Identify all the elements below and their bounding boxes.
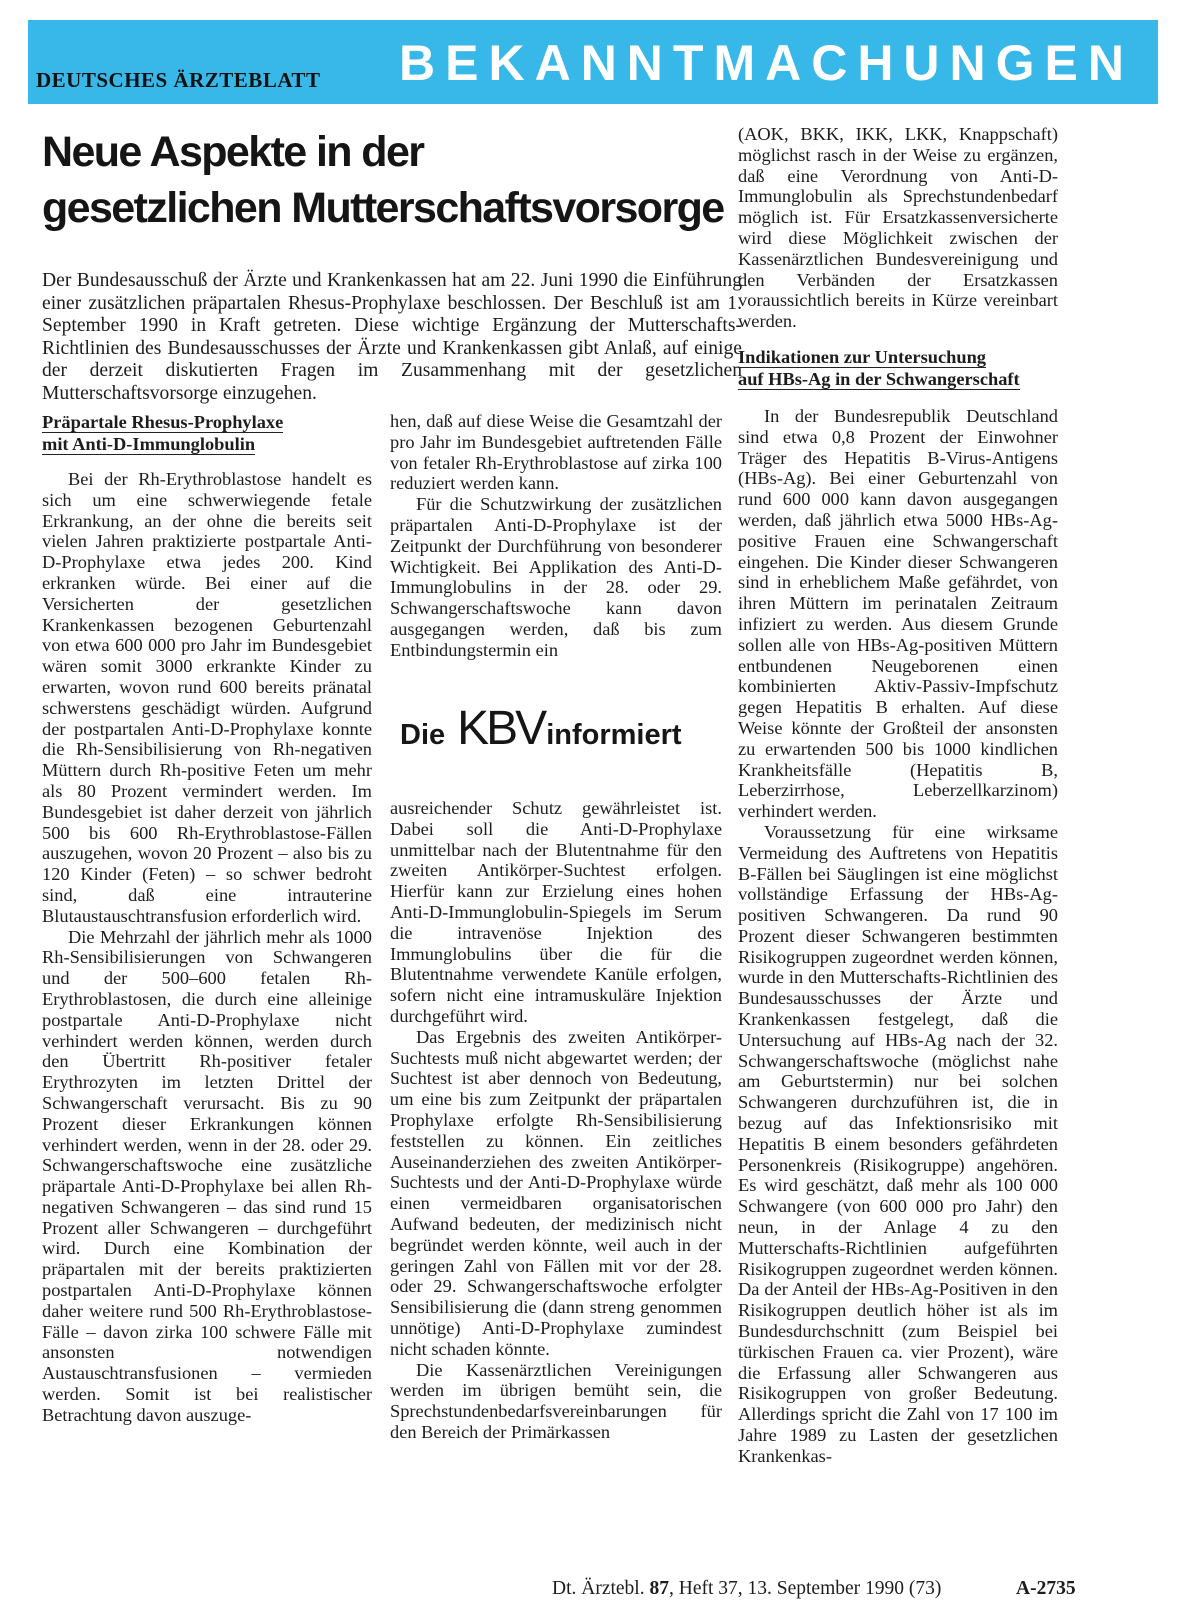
column-2-bottom: [390, 798, 722, 1443]
subhead-hbsag-line1: Indikationen zur Untersuchung: [738, 346, 986, 367]
paragraph: Die Kassenärztlichen Vereinigungen werden im übrigen bemüht sein, die Sprechstundenbedarfsvereinbarungen für den Bereich der Primärkassen: [390, 1359, 722, 1442]
paragraph: In der Bundesrepublik Deutschland sind etwa 0,8 Prozent der Einwohner Träger des Hepatitis B-Virus-Antigens (HBs-Ag). Bei einer Geburtenzahl von rund 600 000 kann davon ausgegangen werden, daß jährlich etwa 5000 HBs-Ag-positive Frauen eine Schwangerschaft eingehen. Die Kinder dieser Schwangeren sind in erheblichem Maße gefährdet, von ihren Müttern im perinatalen Zeitraum infiziert zu werden. Aus diesem Grunde sollen alle von HBs-Ag-positiven Müttern entbundenen Neugeborenen einen kombinierten Aktiv-Passiv-Impfschutz gegen Hepatitis B erhalten. Auf diese Weise könnte der Großteil der ansonsten zu erwartenden 500 bis 1000 kindlichen Krankheitsfälle (Hepatitis B, Leberzirrhose, Leberzellkarzinom) verhindert werden.: [738, 405, 1058, 822]
subhead-rhesus-line1: Präpartale Rhesus-Prophylaxe: [42, 412, 284, 432]
header-band: [28, 20, 1158, 104]
paragraph: Voraussetzung für eine wirksame Vermeidung des Auftretens von Hepatitis B-Fällen bei Säuglingen ist eine möglichst vollständige Erfassung der HBs-Ag-positiven Schwangeren. Da rund 90 Prozent dieser Schwangeren bestimmten Risikogruppen zugeordnet werden können, wurde in den Mutterschafts-Richtlinien des Bundesausschusses der Ärzte und Krankenkassen festgelegt, daß die Untersuchung auf HBs-Ag nach der 32. Schwangerschaftswoche (möglichst nahe am Geburtstermin) nur bei solchen Schwangeren durchzuführen ist, die in bezug auf das Infektionsrisiko mit Hepatitis B einem besonders gefährdeten Personenkreis (Risikogruppe) angehören. Es wird geschätzt, daß mehr als 100 000 Schwangere (von 600 000 pro Jahr) den neun, in der Anlage 4 zu den Mutterschafts-Richtlinien aufgeführten Risikogruppen zugeordnet werden können. Da der Anteil der HBs-Ag-Positiven in den Risikogruppen deutlich höher ist als im Bundesdurchschnitt (zum Beispiel bei türkischen Frauen ca. vier Prozent), wäre die Erfassung aller Schwangeren aus Risikogruppen von großer Bedeutung. Allerdings spricht die Zahl von 17 100 im Jahre 1989 zu Lasten der gesetzlichen Krankenkas-: [738, 821, 1058, 1466]
citation-issue-date: , Heft 37, 13. September 1990 (73): [668, 1578, 942, 1599]
article-title: [42, 124, 742, 236]
subhead-rhesus-line2: mit Anti-D-Immunglobulin: [42, 434, 256, 454]
paragraph: Die Mehrzahl der jährlich mehr als 1000 Rh-Sensibilisierungen von Schwangeren und der 500–600 fetalen Rh-Erythroblastosen, die durch eine alleinige postpartale Anti-D-Prophylaxe nicht verhindert werden können, werden durch den Übertritt Rh-positiver fetaler Erythrozyten im letzten Drittel der Schwangerschaft verursacht. Bis zu 90 Prozent dieser Erkrankungen können verhindert werden, wenn in der 28. oder 29. Schwangerschaftswoche eine zusätzliche präpartale Anti-D-Prophylaxe bei allen Rh-negativen Schwangeren – das sind rund 15 Prozent aller Schwangeren – durchgeführt wird. Durch eine Kombination der präpartalen mit der bereits praktizierten postpartalen Anti-D-Prophylaxe können daher weitere rund 500 Rh-Erythroblastose-Fälle – davon zirka 100 schwere Fälle mit ansonsten notwendigen Austauschtransfusionen – vermieden werden. Somit ist bei realistischer Betrachtung davon auszuge-: [42, 926, 372, 1425]
paragraph: hen, daß auf diese Weise die Gesamtzahl der pro Jahr im Bundesgebiet auftretenden Fälle von fetaler Rh-Erythroblastose auf zirka 100 reduziert werden kann.: [390, 411, 722, 494]
article-title-line2: gesetzlichen Mutterschaftsvorsorge: [42, 184, 724, 232]
paragraph: (AOK, BKK, IKK, LKK, Knappschaft) möglichst rasch in der Weise zu ergänzen, daß eine Verordnung von Anti-D-Immunglobulin als Sprechstundenbedarf möglich ist. Für Ersatzkassenversicherte wird diese Möglichkeit zwischen der Kassenärztlichen Bundesvereinigung und den Verbänden der Ersatzkassen voraussichtlich bereits in Kürze vereinbart werden.: [738, 124, 1058, 332]
column-3: [738, 124, 1058, 1467]
paragraph: Das Ergebnis des zweiten Antikörper-Suchtests muß nicht abgewartet werden; der Suchtest ist aber dennoch von Bedeutung, um eine bis zum Zeitpunkt der präpartalen Prophylaxe erfolgte Rh-Sensibilisierung feststellen zu können. Ein zeitliches Auseinanderziehen des zweiten Antikörper-Suchtests und der Anti-D-Prophylaxe würde einen vermeidbaren organisatorischen Aufwand bedeuten, der medizinisch nicht begründet werden könnte, weil auch in der geringen Zahl von Fällen mit vor der 28. oder 29. Schwangerschaftswoche erfolgter Sensibilisierung die (dann streng genommen unnötige) Anti-D-Prophylaxe zumindest nicht schaden könnte.: [390, 1026, 722, 1359]
kbv-logo-die: Die: [400, 719, 446, 751]
footer-citation: [552, 1578, 941, 1600]
kbv-logo-informiert: informiert: [546, 719, 682, 751]
kbv-logo-mark: KBV: [457, 702, 545, 755]
page-number: A-2735: [1016, 1578, 1076, 1599]
paragraph: Bei der Rh-Erythroblastose handelt es sich um eine schwerwiegende fetale Erkrankung, an der ohne die bereits seit vielen Jahren praktizierte postpartale Anti-D-Prophylaxe etwa jedes 200. Kind erkranken würde. Bei einer auf die Versicherten der gesetzlichen Krankenkassen bezogenen Geburtenzahl von etwa 600 000 pro Jahr im Bundesgebiet wären somit 3000 erkrankte Kinder zu erwarten, wovon rund 600 bereits pränatal schwerstens geschädigt würden. Aufgrund der postpartalen Anti-D-Prophylaxe konnte die Rh-Sensibilisierung von Rh-negativen Müttern durch Rh-positive Feten um mehr als 80 Prozent vermindert werden. Im Bundesgebiet ist daher derzeit von jährlich 500 bis 600 Rh-Erythroblastose-Fällen auszugehen, wovon 20 Prozent – also bis zu 120 Kinder (Feten) – so schwer bedroht sind, daß eine intrauterine Blutaustauschtransfusion erforderlich wird.: [42, 469, 372, 926]
kbv-informiert-logo: [400, 702, 700, 765]
journal-name: DEUTSCHES ÄRZTEBLATT: [36, 68, 321, 92]
paragraph: Für die Schutzwirkung der zusätzlichen präpartalen Anti-D-Prophylaxe ist der Zeitpunkt der Durchführung von besonderer Wichtigkeit. Bei Applikation des Anti-D-Immunglobulins in der 28. oder 29. Schwangerschaftswoche kann davon ausgegangen werden, daß bis zum Entbindungstermin ein: [390, 494, 722, 660]
subhead-rhesus: [42, 411, 372, 455]
citation-volume: 87: [649, 1578, 669, 1599]
citation-journal: Dt. Ärztebl.: [552, 1578, 645, 1599]
paragraph: ausreichender Schutz gewährleistet ist. Dabei soll die Anti-D-Prophylaxe unmittelbar nach der Blutentnahme für den zweiten Antikörper-Suchtest erfolgen. Hierfür kann zur Erzielung eines hohen Anti-D-Immunglobulin-Spiegels im Serum die intravenöse Injektion des Immunglobulins über die für die Blutentnahme verwendete Kanüle erfolgen, sofern nicht eine intramuskuläre Injektion durchgeführt wird.: [390, 798, 722, 1026]
article-title-line1: Neue Aspekte in der: [42, 128, 424, 176]
article-lead: Der Bundesausschuß der Ärzte und Krankenkassen hat am 22. Juni 1990 die Einführung einer zusätzlichen präpartalen Rhesus-Prophylaxe beschlossen. Der Beschluß ist am 1. September 1990 in Kraft getreten. Diese wichtige Ergänzung der Mutterschafts-Richtlinien des Bundesausschusses der Ärzte und Krankenkassen gibt Anlaß, auf einige der derzeit diskutierten Fragen im Zusammenhang mit der gesetzlichen Mutterschaftsvorsorge einzugehen.: [42, 270, 742, 404]
subhead-hbsag: [738, 346, 1058, 390]
subhead-hbsag-line2: auf HBs-Ag in der Schwangerschaft: [738, 368, 1020, 389]
column-2-top: [390, 411, 722, 661]
column-1: [42, 411, 372, 1426]
section-title: BEKANNTMACHUNGEN: [399, 35, 1134, 91]
